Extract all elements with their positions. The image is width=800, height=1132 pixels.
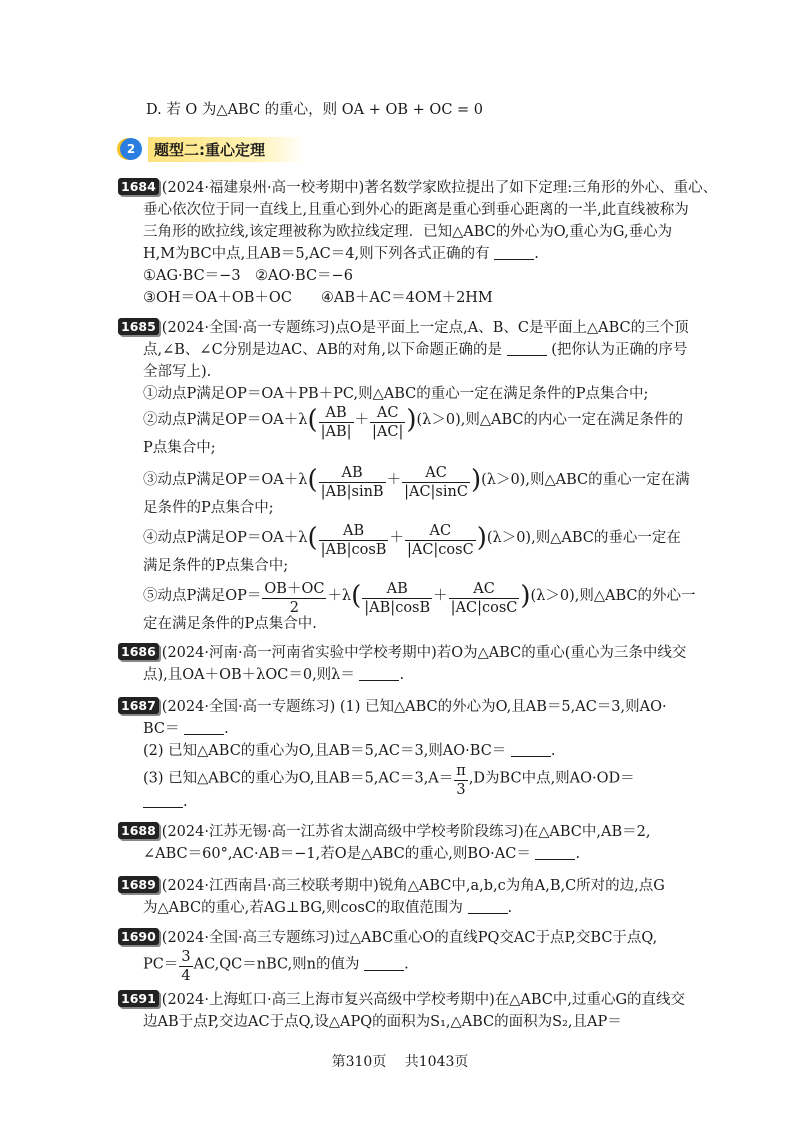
problem-1691-line1: 1691 (2024·上海虹口·高三上海市复兴高级中学校考期中)在△ABC中,过重心G的直线交 (118, 990, 685, 1010)
problem-number: 1685 (118, 318, 159, 335)
problem-number: 1686 (118, 643, 159, 660)
problem-1687-line3: (2) 已知△ABC的重心为O,且AB＝5,AC＝3,则AO·BC＝ . (143, 743, 556, 759)
section-number-badge: 2 (120, 138, 142, 160)
problem-1685-line3: 全部写上). (143, 364, 212, 380)
problem-number: 1684 (118, 178, 159, 195)
problem-1691-line2: 边AB于点P,交边AC于点Q,设△APQ的面积为S₁,△ABC的面积为S₂,且AP＝ (143, 1014, 622, 1030)
problem-number: 1687 (118, 697, 159, 714)
answer-blank (507, 341, 547, 356)
problem-1685-stmt5: ⑤动点P满足OP＝ $\frac{OB+OC}{2}$ ＋λ( $\frac{AB}{|AB|\cos B}$ ＋ $\frac{AC}{|AC|\cos C}$ )(λ＞0),则△ABC的外心一 (143, 574, 696, 618)
problem-1685-stmt2: ②动点P满足OP＝OA＋λ( $\frac{AB}{|AB|}$ ＋ $\frac{AC}{|AC|}$ )(λ＞0),则△ABC的内心一定在满足条件的 (143, 398, 683, 442)
answer-blank (494, 245, 534, 260)
problem-1685-stmt3: ③动点P满足OP＝OA＋λ( $\frac{AB}{|AB|\sin B}$ ＋ $\frac{AC}{|AC|\sin C}$ )(λ＞0),则△ABC的重心一定在满 (143, 458, 690, 502)
answer-blank (143, 793, 183, 808)
problem-number: 1688 (118, 822, 159, 839)
problem-1690-line1: 1690 (2024·全国·高三专题练习)过△ABC重心O的直线PQ交AC于点P,交BC于点Q, (118, 928, 657, 948)
problem-1689-line1: 1689 (2024·江西南昌·高三校联考期中)锐角△ABC中,a,b,c为角A,B,C所对的边,点G (118, 876, 665, 896)
answer-blank (535, 845, 575, 860)
problem-number: 1689 (118, 876, 159, 893)
problem-1684-options-1: ①AG·BC＝−3 ②AO·BC＝−6 (143, 268, 353, 284)
problem-1685-line2: 点,∠B、∠C分别是边AC、AB的对角,以下命题正确的是 (把你认为正确的序号 (143, 342, 688, 358)
answer-blank (468, 899, 508, 914)
problem-1687-line2: BC＝ . (143, 721, 229, 737)
problem-number: 1690 (118, 928, 159, 945)
answer-blank (359, 666, 399, 681)
problem-1685-stmt4-cont: 满足条件的P点集合中; (143, 558, 289, 574)
problem-1686-line1: 1686 (2024·河南·高一河南省实验中学校考期中)若O为△ABC的重心(重心为三条中线交 (118, 643, 686, 663)
problem-1687-line5: . (143, 792, 188, 812)
problem-1688-line2: ∠ABC＝60°,AC·AB＝−1,若O是△ABC的重心,则BO·AC＝ . (143, 846, 581, 862)
option-d: D. 若 O 为△ABC 的重心，则 OA + OB + OC = 0 (146, 102, 484, 118)
answer-blank (511, 742, 551, 757)
section-header (120, 137, 305, 161)
answer-blank (184, 720, 224, 735)
problem-1684-line3: 三角形的欧拉线,该定理被称为欧拉线定理．已知△ABC的外心为O,重心为G,垂心为 (143, 224, 673, 240)
problem-1689-line2: 为△ABC的重心,若AG⊥BG,则cosC的取值范围为 . (143, 900, 513, 916)
problem-number: 1691 (118, 990, 159, 1007)
problem-1684-options-2: ③OH＝OA＋OB＋OC ④AB＋AC＝4OM＋2HM (143, 290, 493, 306)
section-title: 题型二:重心定理 (148, 137, 305, 162)
problem-1685-stmt5-cont: 定在满足条件的P点集合中. (143, 616, 317, 632)
problem-1687-line1: 1687 (2024·全国·高一专题练习) (1) 已知△ABC的外心为O,且AB＝5,AC＝3,则AO· (118, 697, 667, 717)
problem-1686-line2: 点),且OA＋OB＋λOC＝0,则λ＝ . (143, 667, 405, 683)
problem-1685-line1: 1685 (2024·全国·高一专题练习)点O是平面上一定点,A、B、C是平面上△ABC的三个顶 (118, 318, 689, 338)
problem-1685-stmt1: ①动点P满足OP＝OA＋PB＋PC,则△ABC的重心一定在满足条件的P点集合中; (143, 386, 649, 402)
problem-1690-line2: PC＝ $\frac{3}{4}$ AC,QC＝nBC,则n的值为 . (143, 944, 409, 984)
problem-1684-line4: H,M为BC中点,且AB＝5,AC＝4,则下列各式正确的有 . (143, 246, 539, 262)
problem-1687-line4: (3) 已知△ABC的重心为O,且AB＝5,AC＝3,A＝ $\frac{\pi}{3}$ ,D为BC中点,则AO·OD＝ (143, 758, 635, 798)
answer-blank (364, 956, 404, 971)
problem-1688-line1: 1688 (2024·江苏无锡·高一江苏省太湖高级中学校考阶段练习)在△ABC中,AB＝2, (118, 822, 650, 842)
page-footer: 第310页 共1043页 (331, 1054, 469, 1070)
problem-1684-line2: 垂心依次位于同一直线上,且重心到外心的距离是重心到垂心距离的一半,此直线被称为 (143, 202, 689, 218)
problem-1685-stmt2-cont: P点集合中; (143, 440, 216, 456)
problem-1685-stmt3-cont: 足条件的P点集合中; (143, 500, 274, 516)
problem-1684-line1: 1684 (2024·福建泉州·高一校考期中)著名数学家欧拉提出了如下定理:三角形的外心、重心、 (118, 178, 717, 198)
problem-1685-stmt4: ④动点P满足OP＝OA＋λ( $\frac{AB}{|AB|\cos B}$ ＋ $\frac{AC}{|AC|\cos C}$ )(λ＞0),则△ABC的垂心一定在 (143, 516, 681, 560)
